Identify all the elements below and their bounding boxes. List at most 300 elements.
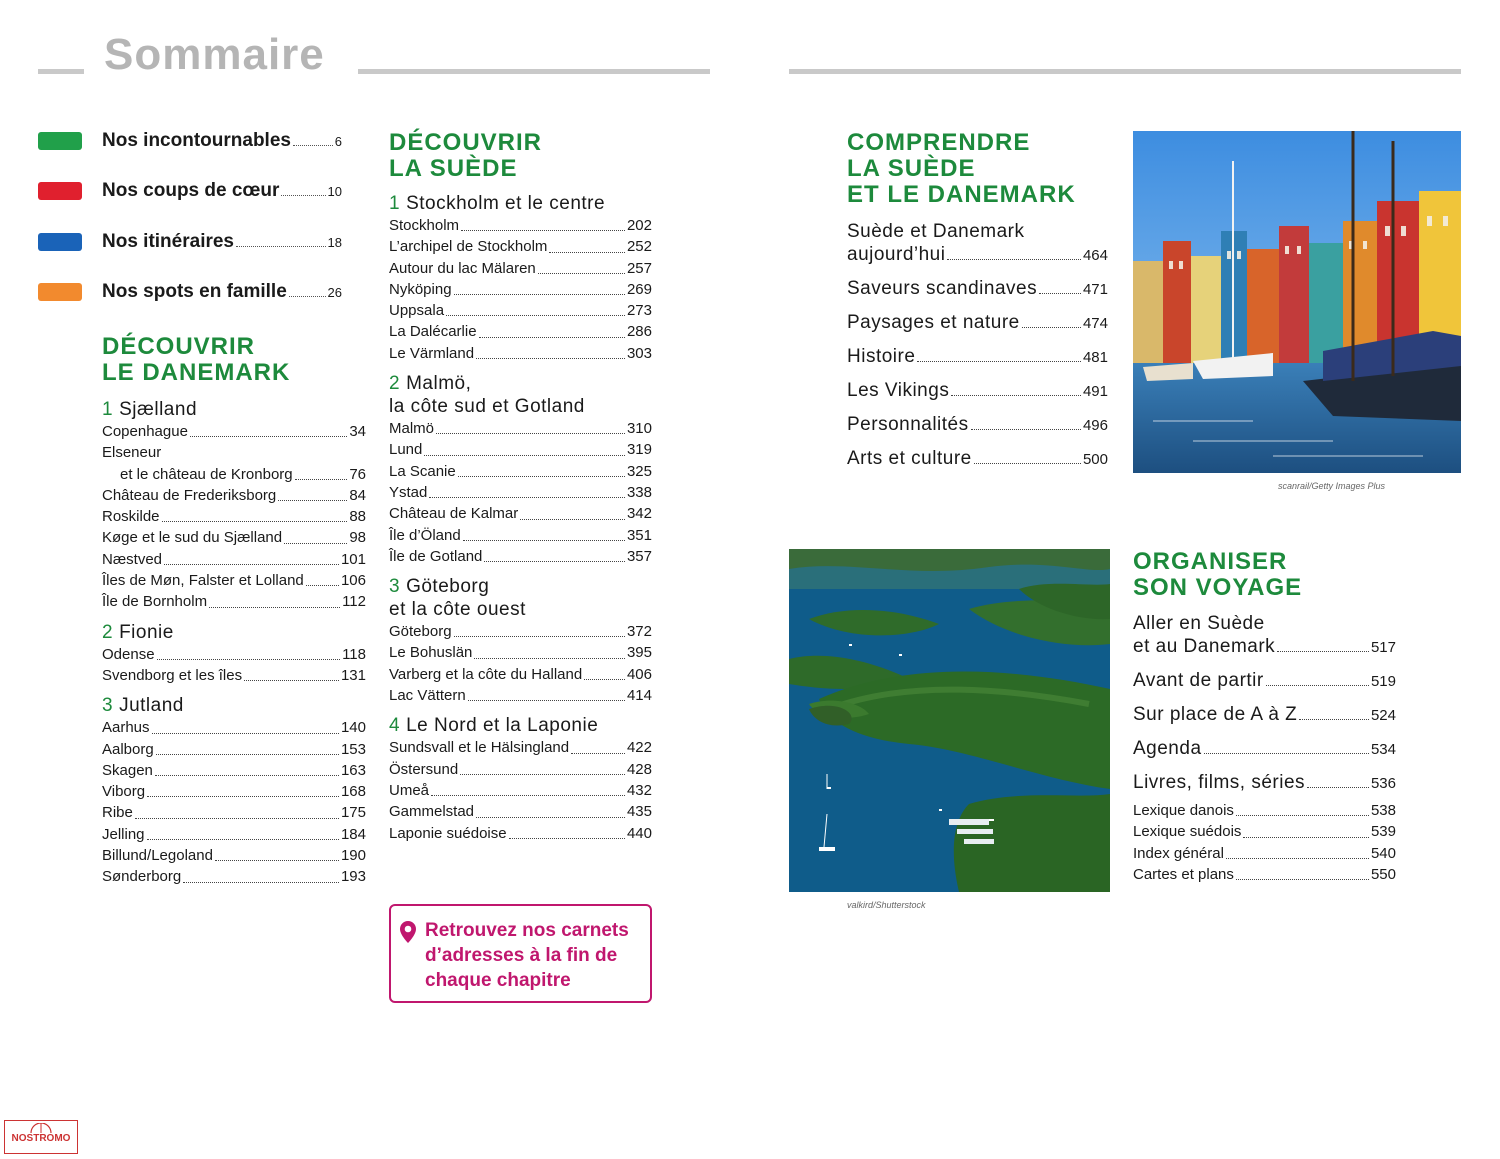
toc-row[interactable] (389, 439, 652, 460)
leader-dots (454, 294, 625, 295)
title-rule-right (358, 69, 710, 74)
leader-dots (157, 659, 341, 660)
leader-dots (147, 796, 339, 797)
toc-row[interactable] (847, 220, 1108, 266)
toc-row[interactable] (102, 549, 366, 570)
toc-row[interactable] (102, 506, 366, 527)
section-title: Stockholm et le centre (406, 193, 606, 214)
section-title-line2: et la côte ouest (389, 599, 526, 621)
leader-dots (1022, 327, 1081, 328)
leader-dots (1266, 685, 1369, 686)
toc-row[interactable] (102, 824, 366, 845)
section-title-line2: la côte sud et Gotland (389, 396, 585, 418)
leader-dots (917, 361, 1081, 362)
toc-page: 519 (1370, 673, 1396, 690)
section-heading (389, 714, 652, 737)
toc-label: Îles de Møn, Falster et Lolland (102, 572, 304, 590)
toc-label: Stockholm (389, 217, 460, 234)
toc-page: 131 (340, 666, 366, 684)
toc-page: 84 (349, 486, 366, 504)
toc-page: 190 (340, 847, 366, 865)
toc-label: Sur place de A à Z (1133, 704, 1298, 725)
toc-row[interactable] (389, 525, 652, 546)
callout-text (425, 918, 629, 993)
highlight-label: Nos coups de cœur (102, 180, 280, 201)
toc-row[interactable] (102, 644, 366, 665)
toc-page: 202 (626, 217, 652, 234)
toc-page: 491 (1082, 383, 1108, 400)
toc-row[interactable] (389, 642, 652, 663)
highlight-page: 18 (327, 234, 342, 250)
leader-dots (461, 230, 625, 231)
toc-label: Östersund (389, 760, 459, 778)
archipelago-photo (789, 549, 1110, 892)
toc-page: 310 (626, 420, 652, 438)
toc-label: L’archipel de Stockholm (389, 238, 548, 256)
toc-page: 112 (342, 593, 366, 611)
toc-label: Livres, films, séries (1133, 772, 1306, 793)
heading-line: ORGANISER (1133, 548, 1288, 575)
nyhavn-photo (1133, 131, 1461, 473)
leader-dots (571, 753, 625, 754)
toc-label: Histoire (847, 346, 916, 367)
toc-page: 101 (340, 550, 366, 568)
toc-label: Copenhague (102, 423, 188, 440)
leader-dots (156, 754, 339, 755)
toc-label: Paysages et nature (847, 312, 1020, 333)
leader-dots (951, 395, 1081, 396)
toc-label: Malmö (389, 420, 435, 438)
highlight-label: Nos incontournables (102, 130, 291, 151)
toc-label: Aalborg (102, 740, 154, 758)
toc-page: 269 (626, 280, 652, 298)
toc-label: Billund/Legoland (102, 847, 213, 865)
leader-dots (295, 479, 348, 480)
toc-label-line2: et au Danemark (1133, 636, 1276, 657)
toc-row[interactable] (102, 845, 366, 866)
toc-label: Gammelstad (389, 803, 475, 821)
leader-dots (538, 273, 625, 274)
highlight-incontournables[interactable] (38, 130, 342, 152)
toc-page: 496 (1082, 417, 1108, 434)
toc-page: 98 (349, 529, 366, 547)
toc-row[interactable] (389, 664, 652, 685)
toc-label: Château de Kalmar (389, 505, 519, 523)
leader-dots (278, 500, 347, 501)
toc-page: 325 (626, 462, 652, 480)
toc-row[interactable] (389, 621, 652, 642)
highlight-label: Nos spots en famille (102, 281, 287, 302)
toc-row[interactable] (847, 379, 1108, 402)
toc-row[interactable] (102, 527, 366, 548)
comprendre-toc (847, 220, 1108, 481)
leader-dots (454, 636, 625, 637)
toc-page: 338 (626, 483, 652, 501)
organiser-heading (1133, 549, 1302, 601)
highlight-page: 26 (327, 284, 342, 300)
toc-label: Umeå (389, 781, 430, 799)
toc-label: Elseneur (102, 444, 162, 462)
callout-line: Retrouvez nos carnets (425, 920, 629, 941)
toc-page: 286 (626, 323, 652, 341)
toc-page: 517 (1370, 639, 1396, 656)
toc-label: Aarhus (102, 719, 150, 737)
toc-page: 153 (340, 740, 366, 758)
highlight-coups-de-coeur[interactable] (38, 180, 342, 202)
toc-row[interactable] (389, 780, 652, 801)
leader-dots (244, 680, 339, 681)
suede-toc (389, 186, 652, 844)
callout-line: d’adresses à la fin de (425, 945, 618, 966)
toc-row[interactable] (1133, 864, 1396, 885)
toc-label: Aller en Suède (1133, 613, 1265, 634)
toc-row[interactable] (102, 665, 366, 686)
toc-row[interactable] (389, 823, 652, 844)
toc-label: Index général (1133, 844, 1224, 862)
leader-dots (209, 607, 340, 608)
leader-dots (463, 540, 625, 541)
toc-label: Lexique danois (1133, 802, 1234, 819)
section-heading (102, 621, 366, 644)
toc-label: Cartes et plans (1133, 865, 1234, 883)
leader-dots (476, 358, 625, 359)
toc-row[interactable] (389, 503, 652, 524)
toc-row[interactable] (847, 447, 1108, 470)
leader-dots (484, 561, 625, 562)
toc-label: Le Värmland (389, 344, 475, 362)
toc-label: Sønderborg (102, 868, 182, 886)
toc-label: Lexique suédois (1133, 823, 1242, 841)
toc-row[interactable] (389, 759, 652, 780)
toc-row[interactable] (1133, 737, 1396, 760)
toc-page: 550 (1370, 865, 1396, 883)
toc-page: 432 (626, 781, 652, 799)
toc-page: 524 (1370, 707, 1396, 724)
toc-label: Roskilde (102, 508, 160, 526)
toc-label: Lac Vättern (389, 687, 466, 705)
toc-row[interactable] (1133, 843, 1396, 864)
toc-row[interactable] (102, 739, 366, 760)
toc-page: 428 (626, 760, 652, 778)
toc-label: Viborg (102, 783, 146, 801)
section-title: Sjælland (119, 399, 198, 420)
toc-page: 540 (1370, 844, 1396, 862)
section-number: 2 (102, 621, 114, 643)
toc-label: Saveurs scandinaves (847, 278, 1038, 299)
toc-label: La Scanie (389, 462, 456, 480)
section-number: 4 (389, 715, 401, 737)
toc-label: Île de Bornholm (102, 593, 208, 611)
heading-line: ET LE DANEMARK (847, 181, 1076, 208)
toc-row[interactable] (102, 485, 366, 506)
leader-dots (281, 183, 325, 196)
toc-row[interactable] (389, 737, 652, 758)
toc-row[interactable] (102, 442, 366, 463)
toc-label: Château de Frederiksborg (102, 486, 277, 504)
toc-row[interactable] (102, 717, 366, 738)
highlight-spots-famille[interactable] (38, 281, 342, 303)
leader-dots (429, 497, 625, 498)
toc-page: 474 (1082, 315, 1108, 332)
blue-color-bar (38, 233, 82, 251)
toc-row[interactable] (389, 546, 652, 567)
leader-dots (476, 817, 625, 818)
leader-dots (460, 774, 625, 775)
leader-dots (1204, 753, 1369, 754)
toc-page: 357 (626, 547, 652, 565)
toc-row[interactable] (389, 236, 652, 257)
toc-page: 163 (340, 761, 366, 779)
toc-row[interactable] (1133, 612, 1396, 658)
highlight-itineraires[interactable] (38, 231, 342, 253)
toc-label: Le Bohuslän (389, 644, 473, 662)
toc-label: Køge et le sud du Sjælland (102, 529, 283, 547)
organiser-toc (1133, 612, 1396, 885)
callout-line: chaque chapitre (425, 970, 571, 991)
toc-row[interactable] (389, 300, 652, 321)
section-heading (102, 398, 366, 421)
toc-page: 303 (626, 344, 652, 362)
toc-row[interactable] (847, 311, 1108, 334)
toc-page: 342 (626, 505, 652, 523)
leader-dots (509, 838, 625, 839)
toc-row[interactable] (102, 591, 366, 612)
section-heading (389, 372, 652, 418)
toc-row[interactable] (389, 685, 652, 706)
section-title: Le Nord et la Laponie (406, 715, 599, 737)
toc-label: Suède et Danemark (847, 221, 1025, 242)
toc-label: Svendborg et les îles (102, 666, 243, 684)
green-color-bar (38, 132, 82, 150)
toc-label: Autour du lac Mälaren (389, 259, 536, 277)
heading-line: LA SUÈDE (847, 155, 976, 182)
leader-dots (190, 436, 347, 437)
toc-row[interactable] (102, 464, 366, 485)
leader-dots (289, 284, 326, 297)
leader-dots (215, 860, 339, 861)
toc-label: Lund (389, 441, 423, 459)
danemark-toc (102, 392, 366, 888)
toc-page: 464 (1082, 247, 1108, 264)
leader-dots (947, 259, 1081, 260)
leader-dots (1307, 787, 1369, 788)
toc-label: Laponie suédoise (389, 824, 507, 842)
toc-page: 168 (340, 783, 366, 801)
toc-page: 76 (349, 465, 366, 483)
toc-label: Personnalités (847, 414, 969, 435)
heading-line: SON VOYAGE (1133, 574, 1303, 601)
toc-page: 273 (626, 302, 652, 320)
orange-color-bar (38, 283, 82, 301)
leader-dots (152, 733, 339, 734)
toc-label: Uppsala (389, 302, 445, 320)
map-pin-icon (399, 920, 417, 944)
comprendre-heading (847, 130, 1076, 208)
toc-page: 422 (626, 739, 652, 757)
toc-label: Sundsvall et le Hälsingland (389, 739, 570, 757)
leader-dots (306, 585, 339, 586)
toc-row[interactable] (389, 461, 652, 482)
photo-credit: scanrail/Getty Images Plus (1278, 481, 1386, 491)
toc-label: Les Vikings (847, 380, 950, 401)
toc-page: 534 (1370, 741, 1396, 758)
toc-label: Île d’Öland (389, 526, 461, 544)
toc-page: 406 (626, 665, 652, 683)
toc-row[interactable] (847, 345, 1108, 368)
section-heading (102, 694, 366, 717)
title-rule-page2 (789, 69, 1461, 74)
toc-page: 193 (340, 868, 366, 886)
toc-row[interactable] (847, 413, 1108, 436)
leader-dots (162, 521, 348, 522)
toc-page: 481 (1082, 349, 1108, 366)
leader-dots (1299, 719, 1369, 720)
highlight-page: 10 (327, 183, 342, 199)
toc-label: Arts et culture (847, 448, 972, 469)
section-title: Jutland (119, 695, 184, 717)
section-title: Malmö, (406, 373, 472, 395)
toc-label: et le château de Kronborg (120, 465, 293, 483)
toc-row[interactable] (389, 321, 652, 342)
leader-dots (549, 252, 625, 253)
logo-text: NOSTROMO (11, 1133, 71, 1144)
toc-row[interactable] (389, 215, 652, 236)
leader-dots (164, 564, 339, 565)
leader-dots (1236, 879, 1369, 880)
leader-dots (446, 315, 625, 316)
leader-dots (135, 818, 339, 819)
leader-dots (147, 839, 339, 840)
toc-row[interactable] (102, 781, 366, 802)
section-number: 3 (389, 576, 401, 598)
toc-page: 440 (626, 824, 652, 842)
photo-credit: valkird/Shutterstock (847, 900, 926, 910)
leader-dots (458, 476, 625, 477)
toc-page: 118 (342, 645, 366, 663)
toc-label: Ribe (102, 804, 133, 822)
nostromo-logo (4, 1120, 78, 1154)
highlight-label: Nos itinéraires (102, 231, 234, 252)
toc-label: Jelling (102, 825, 145, 843)
toc-page: 536 (1370, 775, 1396, 792)
carnets-callout (389, 904, 652, 1003)
leader-dots (293, 133, 333, 146)
leader-dots (431, 795, 625, 796)
toc-page: 88 (349, 508, 366, 526)
leader-dots (1226, 858, 1369, 859)
leader-dots (436, 433, 625, 434)
toc-row[interactable] (102, 421, 366, 442)
section-number: 1 (102, 399, 114, 420)
toc-page: 500 (1082, 451, 1108, 468)
toc-page: 471 (1082, 281, 1108, 298)
leader-dots (284, 543, 347, 544)
section-number: 1 (389, 193, 401, 214)
toc-label: Ystad (389, 483, 428, 501)
leader-dots (236, 234, 326, 247)
leader-dots (1039, 293, 1081, 294)
toc-row[interactable] (1133, 800, 1396, 821)
toc-row[interactable] (389, 801, 652, 822)
toc-page: 538 (1370, 802, 1396, 819)
suede-heading (389, 130, 542, 182)
section-number: 3 (102, 695, 114, 717)
toc-page: 252 (626, 238, 652, 256)
leader-dots (584, 679, 625, 680)
globe-icon (29, 1123, 53, 1133)
toc-row[interactable] (389, 258, 652, 279)
toc-label: Skagen (102, 761, 153, 779)
toc-label: Odense (102, 645, 155, 663)
danemark-heading (102, 334, 290, 386)
leader-dots (974, 463, 1081, 464)
toc-row[interactable] (389, 418, 652, 439)
toc-row[interactable] (847, 277, 1108, 300)
toc-label: Avant de partir (1133, 670, 1264, 691)
leader-dots (155, 775, 339, 776)
leader-dots (1243, 837, 1369, 838)
section-heading (389, 575, 652, 621)
toc-label: Varberg et la côte du Halland (389, 665, 583, 683)
toc-row[interactable] (1133, 669, 1396, 692)
heading-line: COMPRENDRE (847, 129, 1031, 156)
toc-page: 395 (626, 644, 652, 662)
toc-row[interactable] (1133, 771, 1396, 794)
toc-row[interactable] (389, 482, 652, 503)
section-number: 2 (389, 373, 401, 395)
leader-dots (1236, 815, 1369, 816)
section-heading (389, 192, 652, 215)
toc-page: 34 (349, 423, 366, 440)
toc-page: 140 (340, 719, 366, 737)
toc-page: 414 (626, 687, 652, 705)
red-color-bar (38, 182, 82, 200)
toc-label: Agenda (1133, 738, 1202, 759)
toc-page: 106 (340, 572, 366, 590)
toc-label: Île de Gotland (389, 547, 483, 565)
heading-line: DÉCOUVRIR (102, 333, 256, 360)
toc-row[interactable] (102, 570, 366, 591)
toc-page: 435 (626, 803, 652, 821)
section-title: Fionie (119, 621, 174, 643)
highlight-page: 6 (334, 133, 342, 149)
toc-row[interactable] (102, 866, 366, 887)
toc-page: 184 (340, 825, 366, 843)
leader-dots (474, 658, 625, 659)
leader-dots (520, 519, 625, 520)
heading-line: DÉCOUVRIR (389, 129, 543, 156)
heading-line: LE DANEMARK (102, 359, 291, 386)
toc-row[interactable] (102, 760, 366, 781)
toc-label: La Dalécarlie (389, 323, 477, 341)
page-title: Sommaire (104, 30, 325, 79)
toc-row[interactable] (389, 343, 652, 364)
leader-dots (971, 429, 1081, 430)
toc-row[interactable] (1133, 703, 1396, 726)
toc-page: 539 (1370, 823, 1396, 841)
heading-line: LA SUÈDE (389, 155, 518, 182)
section-title: Göteborg (406, 576, 490, 598)
leader-dots (479, 337, 625, 338)
leader-dots (468, 700, 625, 701)
toc-page: 319 (626, 441, 652, 459)
title-rule-left (38, 69, 84, 74)
toc-row[interactable] (1133, 821, 1396, 842)
toc-page: 351 (626, 526, 652, 544)
toc-row[interactable] (102, 802, 366, 823)
toc-label: Göteborg (389, 623, 452, 641)
toc-row[interactable] (389, 279, 652, 300)
